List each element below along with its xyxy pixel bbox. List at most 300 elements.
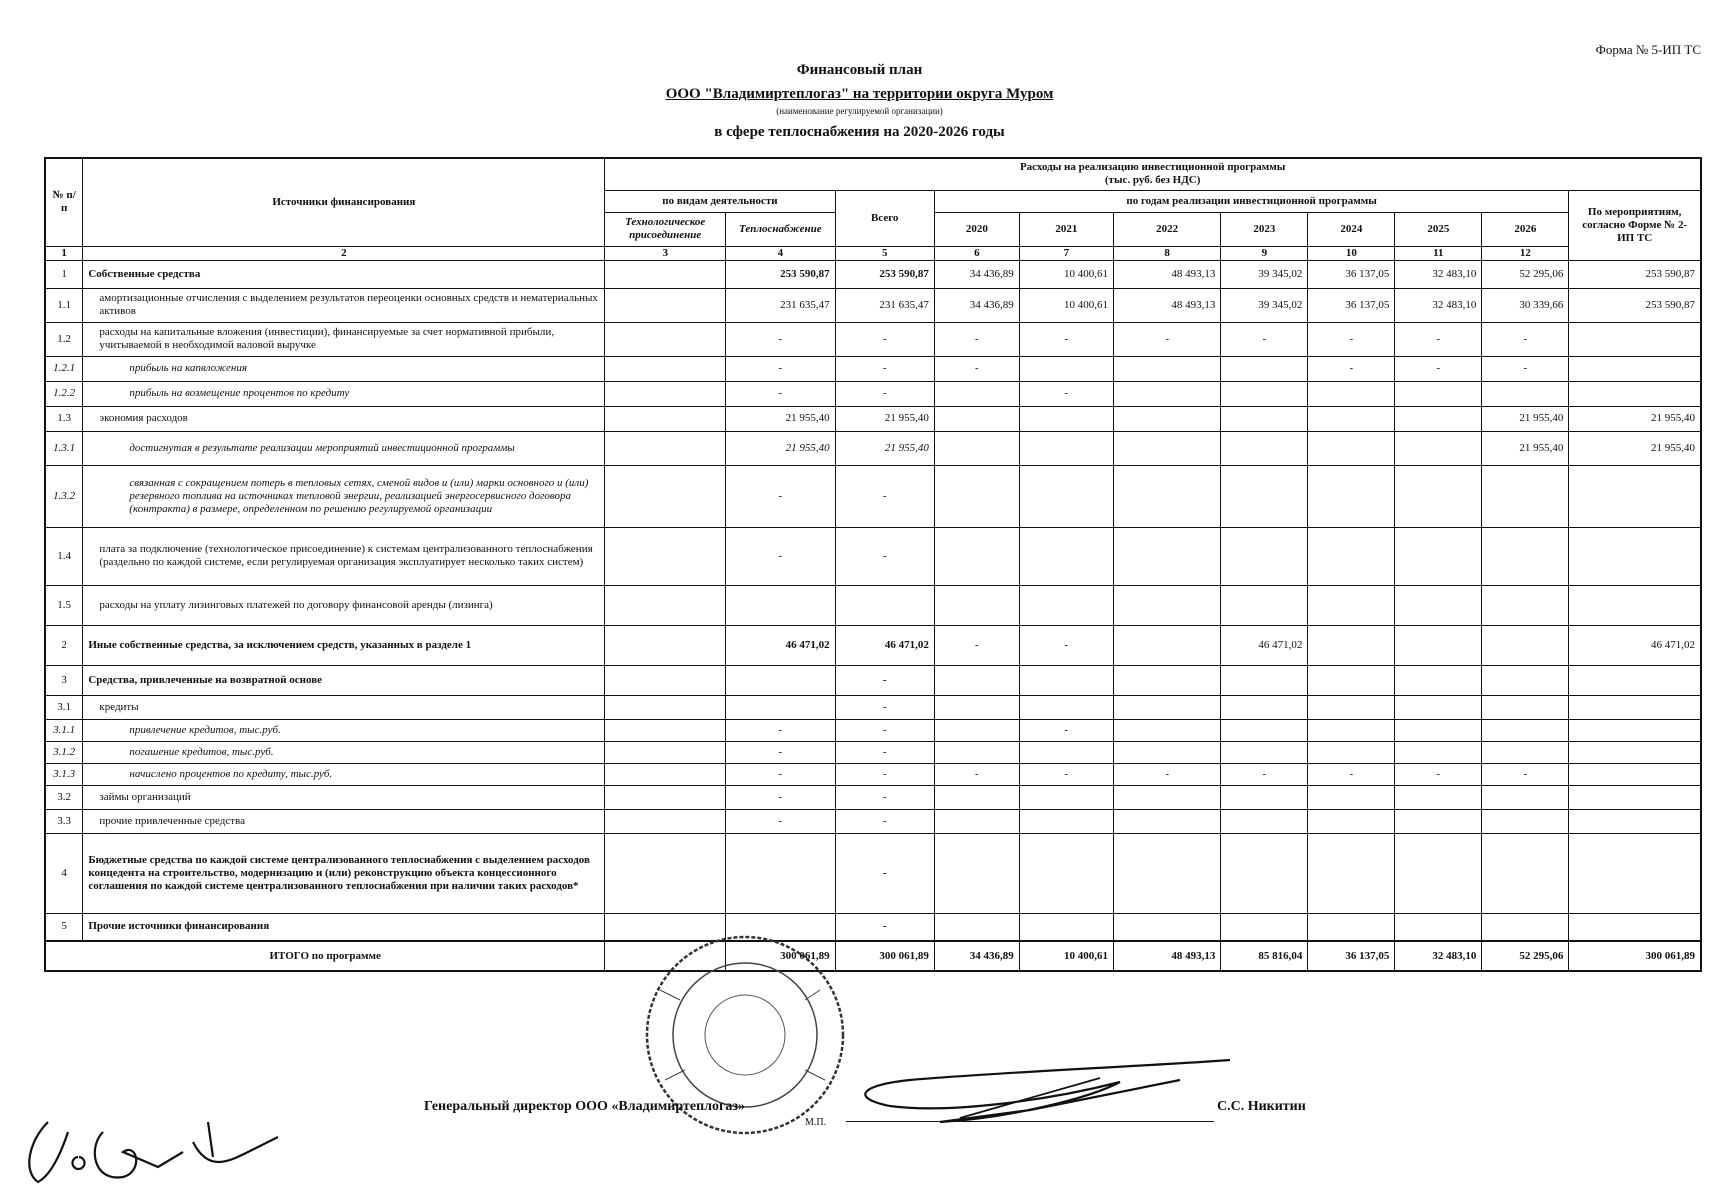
cell-year xyxy=(1395,741,1482,763)
row-source-name: амортизационные отчисления с выделением результатов переоценки основных средств и нематериальных активов xyxy=(83,288,605,322)
cell-tech xyxy=(605,585,726,625)
cell-year xyxy=(934,406,1019,431)
cell-year xyxy=(1221,785,1308,809)
cell-year: 32 483,10 xyxy=(1395,260,1482,288)
cell-by-measures: 253 590,87 xyxy=(1569,288,1701,322)
cell-year xyxy=(1221,465,1308,527)
cell-year xyxy=(1113,625,1220,665)
cell-tech xyxy=(605,356,726,381)
cell-year: - xyxy=(1019,719,1113,741)
row-source-name: Бюджетные средства по каждой системе централизованного теплоснабжения с выделением расходов концедента на строительство, модернизацию и (или) реконструкцию объекта концессионного соглашения по каждой системе централизованного теплоснабжения при наличии таких расходов* xyxy=(83,833,605,913)
row-number: 3 xyxy=(45,665,83,695)
cell-year xyxy=(1019,809,1113,833)
cell-year xyxy=(1395,665,1482,695)
row-number: 1.3.2 xyxy=(45,465,83,527)
cell-heat: - xyxy=(726,719,836,741)
table-row xyxy=(45,625,1701,665)
cell-year: - xyxy=(1308,322,1395,356)
cell-tech xyxy=(605,763,726,785)
header-sources: Источники финансирования xyxy=(83,158,605,246)
row-source-name: займы организаций xyxy=(83,785,605,809)
header-tech: Технологическое присоединение xyxy=(605,212,726,246)
cell-year: 21 955,40 xyxy=(1482,431,1569,465)
cell-total: - xyxy=(835,741,934,763)
cell-tech xyxy=(605,381,726,406)
header-by-years: по годам реализации инвестиционной программы xyxy=(934,190,1568,212)
cell-year xyxy=(1395,809,1482,833)
cell-heat xyxy=(726,833,836,913)
table-row xyxy=(45,322,1701,356)
row-source-name: Иные собственные средства, за исключением средств, указанных в разделе 1 xyxy=(83,625,605,665)
total-year: 32 483,10 xyxy=(1395,941,1482,971)
cell-heat: - xyxy=(726,809,836,833)
cell-year xyxy=(1308,741,1395,763)
cell-year xyxy=(1019,406,1113,431)
cell-year: 34 436,89 xyxy=(934,260,1019,288)
cell-tech xyxy=(605,665,726,695)
cell-year xyxy=(1482,809,1569,833)
header-year: 2021 xyxy=(1019,212,1113,246)
column-number: 3 xyxy=(605,246,726,260)
row-source-name: Прочие источники финансирования xyxy=(83,913,605,941)
cell-year xyxy=(1395,695,1482,719)
cell-year xyxy=(1482,741,1569,763)
header-year: 2022 xyxy=(1113,212,1220,246)
cell-year xyxy=(1221,431,1308,465)
cell-heat: - xyxy=(726,381,836,406)
cell-year xyxy=(934,527,1019,585)
total-label: ИТОГО по программе xyxy=(45,941,605,971)
cell-year: - xyxy=(1019,381,1113,406)
cell-year xyxy=(1113,913,1220,941)
cell-year: 39 345,02 xyxy=(1221,288,1308,322)
row-number: 4 xyxy=(45,833,83,913)
cell-year xyxy=(934,381,1019,406)
cell-year: - xyxy=(1482,322,1569,356)
column-number: 1 xyxy=(45,246,83,260)
cell-year xyxy=(1113,356,1220,381)
row-number: 1.5 xyxy=(45,585,83,625)
cell-total: 231 635,47 xyxy=(835,288,934,322)
row-number: 3.3 xyxy=(45,809,83,833)
row-source-name: привлечение кредитов, тыс.руб. xyxy=(83,719,605,741)
cell-by-measures xyxy=(1569,763,1701,785)
cell-year xyxy=(934,585,1019,625)
cell-year: 36 137,05 xyxy=(1308,260,1395,288)
cell-year xyxy=(934,665,1019,695)
row-source-name: связанная с сокращением потерь в тепловых сетях, сменой видов и (или) марки основного и (или) резервного топлива на источниках тепловой энергии, реализацией энергосервисного договора (контракта) в размере, определенном по решению регулируемой организации xyxy=(83,465,605,527)
cell-by-measures xyxy=(1569,695,1701,719)
cell-year xyxy=(1395,465,1482,527)
cell-tech xyxy=(605,809,726,833)
signature-line xyxy=(846,1121,1214,1122)
row-number: 1.3.1 xyxy=(45,431,83,465)
cell-heat: 253 590,87 xyxy=(726,260,836,288)
table-row xyxy=(45,356,1701,381)
cell-year: - xyxy=(934,356,1019,381)
cell-year xyxy=(1113,665,1220,695)
cell-tech xyxy=(605,288,726,322)
cell-year xyxy=(1019,833,1113,913)
cell-by-measures xyxy=(1569,585,1701,625)
cell-year xyxy=(1113,695,1220,719)
row-source-name: погашение кредитов, тыс.руб. xyxy=(83,741,605,763)
cell-year xyxy=(1395,431,1482,465)
cell-year xyxy=(1482,785,1569,809)
cell-year: - xyxy=(1019,322,1113,356)
cell-year xyxy=(1308,809,1395,833)
cell-year: 48 493,13 xyxy=(1113,288,1220,322)
column-number: 4 xyxy=(726,246,836,260)
cell-heat xyxy=(726,665,836,695)
cell-total: - xyxy=(835,809,934,833)
row-number: 3.1 xyxy=(45,695,83,719)
cell-year xyxy=(934,719,1019,741)
cell-heat: 231 635,47 xyxy=(726,288,836,322)
row-number: 1.3 xyxy=(45,406,83,431)
cell-year xyxy=(1221,741,1308,763)
row-source-name: достигнутая в результате реализации мероприятий инвестиционной программы xyxy=(83,431,605,465)
cell-year: 39 345,02 xyxy=(1221,260,1308,288)
cell-year xyxy=(1395,527,1482,585)
row-number: 1 xyxy=(45,260,83,288)
table-row xyxy=(45,585,1701,625)
table-row xyxy=(45,665,1701,695)
cell-year xyxy=(1019,785,1113,809)
cell-total: 21 955,40 xyxy=(835,406,934,431)
cell-year xyxy=(1019,665,1113,695)
cell-year: 30 339,66 xyxy=(1482,288,1569,322)
cell-year xyxy=(934,913,1019,941)
table-row xyxy=(45,809,1701,833)
cell-year xyxy=(1221,833,1308,913)
cell-year: 32 483,10 xyxy=(1395,288,1482,322)
cell-total: - xyxy=(835,665,934,695)
cell-by-measures xyxy=(1569,913,1701,941)
cell-year xyxy=(1482,585,1569,625)
cell-tech xyxy=(605,625,726,665)
header-total: Всего xyxy=(835,190,934,246)
total-heat: 300 061,89 xyxy=(726,941,836,971)
cell-year xyxy=(1395,833,1482,913)
cell-total: 21 955,40 xyxy=(835,431,934,465)
cell-year xyxy=(1395,406,1482,431)
row-number: 1.2.1 xyxy=(45,356,83,381)
cell-year xyxy=(1308,406,1395,431)
total-year: 10 400,61 xyxy=(1019,941,1113,971)
cell-year xyxy=(1221,406,1308,431)
cell-year xyxy=(934,465,1019,527)
column-number: 2 xyxy=(83,246,605,260)
cell-year xyxy=(1019,356,1113,381)
column-number: 9 xyxy=(1221,246,1308,260)
cell-year xyxy=(1482,465,1569,527)
signatory-name: С.С. Никитин xyxy=(1217,1099,1306,1114)
cell-year xyxy=(1019,431,1113,465)
cell-year xyxy=(1113,381,1220,406)
row-number: 1.1 xyxy=(45,288,83,322)
table-row xyxy=(45,465,1701,527)
organization-caption: (наименование регулируемой организации) xyxy=(776,106,943,116)
table-row xyxy=(45,527,1701,585)
cell-year xyxy=(1308,913,1395,941)
table-row xyxy=(45,431,1701,465)
table-row xyxy=(45,260,1701,288)
cell-heat: - xyxy=(726,741,836,763)
cell-year xyxy=(1019,695,1113,719)
cell-by-measures xyxy=(1569,809,1701,833)
cell-year: - xyxy=(1019,763,1113,785)
cell-by-measures xyxy=(1569,665,1701,695)
cell-year: - xyxy=(1395,763,1482,785)
header-no: № п/п xyxy=(45,158,83,246)
cell-year xyxy=(1482,527,1569,585)
table-row xyxy=(45,833,1701,913)
cell-year: - xyxy=(1395,322,1482,356)
cell-total: - xyxy=(835,381,934,406)
cell-tech xyxy=(605,260,726,288)
row-source-name: расходы на капитальные вложения (инвестиции), финансируемые за счет нормативной прибыли, учитываемой в необходимой валовой выручке xyxy=(83,322,605,356)
signature-label: Генеральный директор ООО «Владимиртеплогаз» xyxy=(424,1099,745,1114)
cell-tech xyxy=(605,406,726,431)
cell-year: - xyxy=(1113,322,1220,356)
cell-tech xyxy=(605,322,726,356)
header-expenses: Расходы на реализацию инвестиционной программы (тыс. руб. без НДС) xyxy=(605,158,1701,190)
column-number: 7 xyxy=(1019,246,1113,260)
cell-year xyxy=(1221,809,1308,833)
row-number: 1.4 xyxy=(45,527,83,585)
total-by-measures: 300 061,89 xyxy=(1569,941,1701,971)
doc-title: Финансовый план xyxy=(796,62,923,78)
cell-year xyxy=(1113,719,1220,741)
cell-year xyxy=(1308,527,1395,585)
header-year: 2024 xyxy=(1308,212,1395,246)
total-year: 85 816,04 xyxy=(1221,941,1308,971)
cell-year xyxy=(1308,665,1395,695)
table-row xyxy=(45,785,1701,809)
handwritten-signature xyxy=(8,1112,298,1192)
row-number: 3.1.2 xyxy=(45,741,83,763)
total-year: 52 295,06 xyxy=(1482,941,1569,971)
form-number: Форма № 5-ИП ТС xyxy=(1595,42,1701,57)
table-row xyxy=(45,719,1701,741)
cell-year xyxy=(1308,625,1395,665)
cell-year: 10 400,61 xyxy=(1019,260,1113,288)
cell-year xyxy=(1113,465,1220,527)
cell-total: - xyxy=(835,322,934,356)
cell-year xyxy=(1221,695,1308,719)
column-number: 11 xyxy=(1395,246,1482,260)
table-row xyxy=(45,695,1701,719)
cell-heat: - xyxy=(726,356,836,381)
cell-total: - xyxy=(835,913,934,941)
cell-heat: - xyxy=(726,527,836,585)
cell-heat: 21 955,40 xyxy=(726,406,836,431)
cell-year: - xyxy=(1395,356,1482,381)
row-source-name: прочие привлеченные средства xyxy=(83,809,605,833)
cell-year: 52 295,06 xyxy=(1482,260,1569,288)
total-year: 34 436,89 xyxy=(934,941,1019,971)
cell-tech xyxy=(605,785,726,809)
cell-by-measures: 21 955,40 xyxy=(1569,406,1701,431)
cell-tech xyxy=(605,741,726,763)
cell-tech xyxy=(605,431,726,465)
cell-heat: - xyxy=(726,763,836,785)
cell-by-measures: 46 471,02 xyxy=(1569,625,1701,665)
cell-year xyxy=(1113,741,1220,763)
cell-year xyxy=(1308,381,1395,406)
cell-by-measures xyxy=(1569,381,1701,406)
row-source-name: начислено процентов по кредиту, тыс.руб. xyxy=(83,763,605,785)
cell-heat: 46 471,02 xyxy=(726,625,836,665)
cell-total: - xyxy=(835,695,934,719)
total-year: 48 493,13 xyxy=(1113,941,1220,971)
director-signature xyxy=(850,1040,1280,1130)
cell-year xyxy=(1113,785,1220,809)
table-row xyxy=(45,763,1701,785)
cell-year xyxy=(1221,585,1308,625)
cell-heat xyxy=(726,695,836,719)
doc-subtitle: в сфере теплоснабжения на 2020-2026 годы xyxy=(714,124,1005,140)
cell-year: - xyxy=(934,322,1019,356)
cell-tech xyxy=(605,695,726,719)
row-number: 1.2.2 xyxy=(45,381,83,406)
cell-year: - xyxy=(934,625,1019,665)
cell-heat: - xyxy=(726,785,836,809)
cell-year: - xyxy=(1113,763,1220,785)
cell-tech xyxy=(605,833,726,913)
cell-year xyxy=(1482,381,1569,406)
column-number: 10 xyxy=(1308,246,1395,260)
cell-year: - xyxy=(1482,763,1569,785)
cell-year xyxy=(1113,431,1220,465)
cell-total: - xyxy=(835,465,934,527)
table-row xyxy=(45,913,1701,941)
cell-year xyxy=(1482,665,1569,695)
cell-total xyxy=(835,585,934,625)
table-row xyxy=(45,381,1701,406)
cell-heat: - xyxy=(726,322,836,356)
cell-year xyxy=(1482,695,1569,719)
cell-year xyxy=(1113,809,1220,833)
cell-year xyxy=(1308,585,1395,625)
cell-year xyxy=(1308,431,1395,465)
cell-year xyxy=(1395,719,1482,741)
row-source-name: Собственные средства xyxy=(83,260,605,288)
cell-year xyxy=(1113,527,1220,585)
column-number: 6 xyxy=(934,246,1019,260)
cell-year: - xyxy=(1308,763,1395,785)
table-row xyxy=(45,288,1701,322)
cell-heat: 21 955,40 xyxy=(726,431,836,465)
cell-year: 10 400,61 xyxy=(1019,288,1113,322)
stamp-place-label: М.П. xyxy=(805,1117,827,1128)
cell-total: - xyxy=(835,833,934,913)
cell-year xyxy=(1113,833,1220,913)
cell-year xyxy=(1395,585,1482,625)
header-year: 2020 xyxy=(934,212,1019,246)
cell-year xyxy=(1482,625,1569,665)
cell-year: 21 955,40 xyxy=(1482,406,1569,431)
cell-by-measures xyxy=(1569,527,1701,585)
row-number: 1.2 xyxy=(45,322,83,356)
cell-year xyxy=(1221,356,1308,381)
total-year: 36 137,05 xyxy=(1308,941,1395,971)
cell-year xyxy=(1113,406,1220,431)
column-number: 8 xyxy=(1113,246,1220,260)
cell-year: 36 137,05 xyxy=(1308,288,1395,322)
cell-by-measures xyxy=(1569,741,1701,763)
cell-year xyxy=(1482,913,1569,941)
row-number: 2 xyxy=(45,625,83,665)
cell-year xyxy=(934,431,1019,465)
cell-by-measures xyxy=(1569,356,1701,381)
cell-total: 253 590,87 xyxy=(835,260,934,288)
organization-name: ООО "Владимиртеплогаз" на территории округа Муром xyxy=(665,86,1054,102)
cell-year: - xyxy=(1019,625,1113,665)
cell-year xyxy=(1221,719,1308,741)
cell-heat: - xyxy=(726,465,836,527)
financial-plan-table xyxy=(44,157,1702,972)
cell-by-measures: 253 590,87 xyxy=(1569,260,1701,288)
cell-by-measures xyxy=(1569,833,1701,913)
cell-year xyxy=(1019,585,1113,625)
cell-year xyxy=(1482,833,1569,913)
cell-year xyxy=(934,833,1019,913)
header-by-activity: по видам деятельности xyxy=(605,190,835,212)
cell-total: - xyxy=(835,785,934,809)
cell-year: 48 493,13 xyxy=(1113,260,1220,288)
cell-tech xyxy=(605,719,726,741)
cell-year xyxy=(1395,625,1482,665)
row-source-name: расходы на уплату лизинговых платежей по договору финансовой аренды (лизинга) xyxy=(83,585,605,625)
header-by-measures: По мероприятиям, согласно Форме № 2-ИП ТС xyxy=(1569,190,1701,260)
row-source-name: плата за подключение (технологическое присоединение) к системам централизованного теплоснабжения (раздельно по каждой системе, если регулируемая организация эксплуатирует несколько таких систем) xyxy=(83,527,605,585)
header-year: 2026 xyxy=(1482,212,1569,246)
cell-total: - xyxy=(835,763,934,785)
cell-year: - xyxy=(934,763,1019,785)
cell-year xyxy=(1221,913,1308,941)
cell-year xyxy=(1019,465,1113,527)
row-number: 3.2 xyxy=(45,785,83,809)
cell-year xyxy=(1019,913,1113,941)
cell-year xyxy=(1113,585,1220,625)
total-total: 300 061,89 xyxy=(835,941,934,971)
row-number: 3.1.3 xyxy=(45,763,83,785)
cell-year xyxy=(934,741,1019,763)
cell-year xyxy=(1395,381,1482,406)
cell-year xyxy=(1221,381,1308,406)
cell-year: - xyxy=(1221,322,1308,356)
header-heat: Теплоснабжение xyxy=(726,212,836,246)
cell-year xyxy=(1395,785,1482,809)
cell-year xyxy=(1221,527,1308,585)
cell-year: - xyxy=(1308,356,1395,381)
cell-by-measures: 21 955,40 xyxy=(1569,431,1701,465)
row-source-name: экономия расходов xyxy=(83,406,605,431)
column-number: 12 xyxy=(1482,246,1569,260)
cell-year: 34 436,89 xyxy=(934,288,1019,322)
row-source-name: прибыль на капвложения xyxy=(83,356,605,381)
cell-by-measures xyxy=(1569,719,1701,741)
row-source-name: прибыль на возмещение процентов по кредиту xyxy=(83,381,605,406)
cell-heat xyxy=(726,585,836,625)
row-source-name: кредиты xyxy=(83,695,605,719)
cell-year xyxy=(1308,465,1395,527)
cell-by-measures xyxy=(1569,785,1701,809)
cell-year: - xyxy=(1482,356,1569,381)
cell-year xyxy=(1221,665,1308,695)
